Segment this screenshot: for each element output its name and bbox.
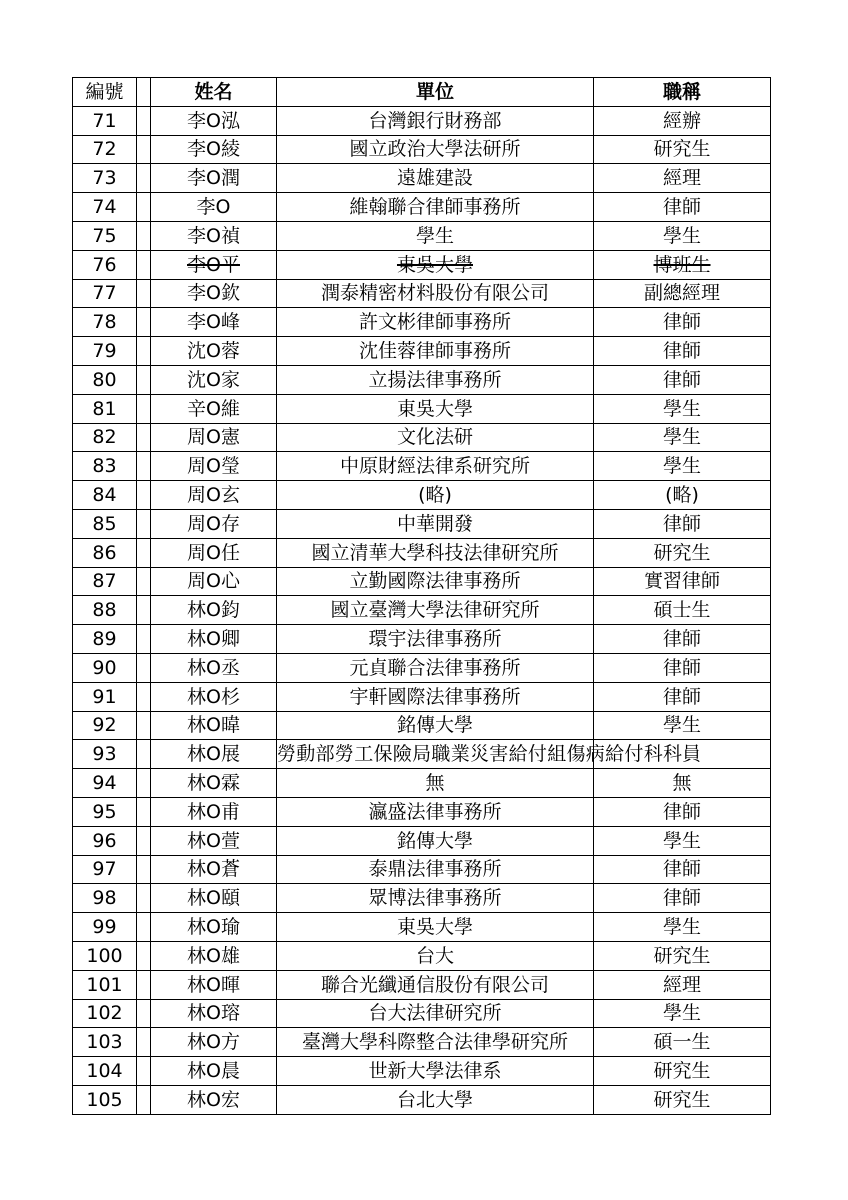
cell-unit: 東吳大學 (277, 913, 594, 942)
cell-unit: 東吳大學 (277, 394, 594, 423)
cell-no: 84 (73, 481, 137, 510)
cell-title: 研究生 (594, 538, 771, 567)
cell-name: 林O雄 (151, 941, 277, 970)
table-row (73, 279, 771, 308)
cell-no: 73 (73, 164, 137, 193)
cell-no: 78 (73, 308, 137, 337)
cell-unit: 立勤國際法律事務所 (277, 567, 594, 596)
cell-unit: 遠雄建設 (277, 164, 594, 193)
cell-no: 91 (73, 682, 137, 711)
cell-no: 77 (73, 279, 137, 308)
cell-title: 學生 (594, 999, 771, 1028)
table-row (73, 423, 771, 452)
table-row (73, 999, 771, 1028)
cell-name: 李O平 (151, 250, 277, 279)
cell-no: 76 (73, 250, 137, 279)
table-row (73, 855, 771, 884)
cell-unit: 宇軒國際法律事務所 (277, 682, 594, 711)
cell-title: 學生 (594, 826, 771, 855)
cell-no: 94 (73, 769, 137, 798)
cell-no: 92 (73, 711, 137, 740)
table-row (73, 740, 771, 769)
cell-title: 碩一生 (594, 1028, 771, 1057)
cell-unit: 泰鼎法律事務所 (277, 855, 594, 884)
cell-no: 104 (73, 1057, 137, 1086)
cell-unit: 東吳大學 (277, 250, 594, 279)
cell-unit: 銘傳大學 (277, 826, 594, 855)
cell-unit: 瀛盛法律事務所 (277, 797, 594, 826)
cell-no: 86 (73, 538, 137, 567)
cell-name: 周O任 (151, 538, 277, 567)
cell-unit: 國立臺灣大學法律研究所 (277, 596, 594, 625)
cell-title: 律師 (594, 653, 771, 682)
cell-title: 律師 (594, 884, 771, 913)
cell-title: 學生 (594, 452, 771, 481)
cell-no: 71 (73, 106, 137, 135)
cell-title: 學生 (594, 394, 771, 423)
cell-title: 律師 (594, 337, 771, 366)
cell-unit: 國立政治大學法研所 (277, 135, 594, 164)
table-row (73, 567, 771, 596)
cell-spacer (137, 970, 151, 999)
cell-title: 律師 (594, 193, 771, 222)
table-row (73, 797, 771, 826)
cell-title: 律師 (594, 855, 771, 884)
cell-name: 林O方 (151, 1028, 277, 1057)
cell-title: 碩士生 (594, 596, 771, 625)
cell-unit: 勞動部勞工保險局職業災害給付組傷病給付科 (277, 740, 594, 769)
table-header-row (73, 78, 771, 107)
cell-no: 82 (73, 423, 137, 452)
table-row (73, 394, 771, 423)
cell-spacer (137, 1085, 151, 1114)
cell-name: 林O丞 (151, 653, 277, 682)
cell-spacer (137, 625, 151, 654)
cell-no: 75 (73, 221, 137, 250)
cell-spacer (137, 308, 151, 337)
table-row (73, 106, 771, 135)
cell-spacer (137, 596, 151, 625)
cell-no: 101 (73, 970, 137, 999)
table-row (73, 365, 771, 394)
cell-unit: 台灣銀行財務部 (277, 106, 594, 135)
cell-title: 律師 (594, 308, 771, 337)
table-row (73, 711, 771, 740)
cell-name: 周O玄 (151, 481, 277, 510)
cell-name: 李O (151, 193, 277, 222)
cell-no: 72 (73, 135, 137, 164)
cell-name: 李O欽 (151, 279, 277, 308)
cell-title: 經理 (594, 164, 771, 193)
cell-name: 李O綾 (151, 135, 277, 164)
cell-no: 81 (73, 394, 137, 423)
cell-spacer (137, 797, 151, 826)
cell-name: 林O晨 (151, 1057, 277, 1086)
cell-unit: 眾博法律事務所 (277, 884, 594, 913)
cell-title: 研究生 (594, 135, 771, 164)
cell-unit: 潤泰精密材料股份有限公司 (277, 279, 594, 308)
cell-no: 98 (73, 884, 137, 913)
cell-no: 102 (73, 999, 137, 1028)
cell-spacer (137, 1057, 151, 1086)
cell-title: 副總經理 (594, 279, 771, 308)
table-row (73, 625, 771, 654)
cell-spacer (137, 423, 151, 452)
table-row (73, 769, 771, 798)
cell-no: 103 (73, 1028, 137, 1057)
header-no: 編號 (73, 78, 137, 107)
cell-spacer (137, 653, 151, 682)
cell-title: 科員 (594, 740, 771, 769)
cell-title: 實習律師 (594, 567, 771, 596)
cell-name: 周O瑩 (151, 452, 277, 481)
cell-spacer (137, 538, 151, 567)
cell-spacer (137, 941, 151, 970)
cell-no: 99 (73, 913, 137, 942)
cell-unit: 許文彬律師事務所 (277, 308, 594, 337)
table-row (73, 164, 771, 193)
table-row (73, 913, 771, 942)
cell-name: 林O頤 (151, 884, 277, 913)
cell-name: 林O瑜 (151, 913, 277, 942)
cell-no: 90 (73, 653, 137, 682)
cell-unit: 國立清華大學科技法律研究所 (277, 538, 594, 567)
table-row (73, 1057, 771, 1086)
cell-spacer (137, 855, 151, 884)
cell-title: 律師 (594, 625, 771, 654)
cell-unit: 台北大學 (277, 1085, 594, 1114)
cell-name: 林O鈞 (151, 596, 277, 625)
table-body (73, 106, 771, 1114)
cell-unit: 銘傳大學 (277, 711, 594, 740)
table-row (73, 941, 771, 970)
cell-spacer (137, 509, 151, 538)
cell-spacer (137, 740, 151, 769)
cell-title: 學生 (594, 221, 771, 250)
cell-unit: 沈佳蓉律師事務所 (277, 337, 594, 366)
cell-name: 林O蒼 (151, 855, 277, 884)
cell-spacer (137, 106, 151, 135)
cell-unit: 聯合光纖通信股份有限公司 (277, 970, 594, 999)
cell-unit: 維翰聯合律師事務所 (277, 193, 594, 222)
table-row (73, 193, 771, 222)
cell-title: 博班生 (594, 250, 771, 279)
table-row (73, 826, 771, 855)
cell-spacer (137, 164, 151, 193)
cell-title: 研究生 (594, 1057, 771, 1086)
cell-no: 89 (73, 625, 137, 654)
cell-name: 辛O維 (151, 394, 277, 423)
table-row (73, 653, 771, 682)
cell-spacer (137, 913, 151, 942)
cell-title: (略) (594, 481, 771, 510)
cell-title: 經理 (594, 970, 771, 999)
header-title: 職稱 (594, 78, 771, 107)
cell-unit: (略) (277, 481, 594, 510)
header-unit: 單位 (277, 78, 594, 107)
cell-title: 律師 (594, 682, 771, 711)
cell-no: 74 (73, 193, 137, 222)
cell-spacer (137, 1028, 151, 1057)
table-row (73, 682, 771, 711)
cell-name: 李O泓 (151, 106, 277, 135)
cell-spacer (137, 365, 151, 394)
cell-no: 87 (73, 567, 137, 596)
cell-spacer (137, 711, 151, 740)
cell-no: 80 (73, 365, 137, 394)
cell-title: 律師 (594, 797, 771, 826)
cell-title: 經辦 (594, 106, 771, 135)
cell-name: 李O潤 (151, 164, 277, 193)
cell-unit: 臺灣大學科際整合法律學研究所 (277, 1028, 594, 1057)
table-row (73, 308, 771, 337)
table-row (73, 1028, 771, 1057)
cell-no: 100 (73, 941, 137, 970)
cell-no: 95 (73, 797, 137, 826)
cell-no: 85 (73, 509, 137, 538)
cell-title: 學生 (594, 711, 771, 740)
header-name: 姓名 (151, 78, 277, 107)
cell-name: 林O卿 (151, 625, 277, 654)
cell-no: 97 (73, 855, 137, 884)
cell-name: 林O瑢 (151, 999, 277, 1028)
cell-spacer (137, 221, 151, 250)
table-row (73, 538, 771, 567)
cell-unit: 台大法律研究所 (277, 999, 594, 1028)
participant-table (72, 77, 771, 1115)
cell-no: 105 (73, 1085, 137, 1114)
cell-spacer (137, 394, 151, 423)
cell-name: 林O萱 (151, 826, 277, 855)
cell-unit: 立揚法律事務所 (277, 365, 594, 394)
cell-name: 沈O蓉 (151, 337, 277, 366)
cell-name: 李O禎 (151, 221, 277, 250)
cell-unit: 中華開發 (277, 509, 594, 538)
cell-spacer (137, 481, 151, 510)
cell-spacer (137, 135, 151, 164)
cell-unit: 無 (277, 769, 594, 798)
cell-unit: 環宇法律事務所 (277, 625, 594, 654)
table-row (73, 1085, 771, 1114)
cell-name: 林O杉 (151, 682, 277, 711)
cell-name: 林O宏 (151, 1085, 277, 1114)
cell-unit: 文化法研 (277, 423, 594, 452)
cell-title: 學生 (594, 423, 771, 452)
cell-unit: 學生 (277, 221, 594, 250)
cell-title: 學生 (594, 913, 771, 942)
cell-spacer (137, 337, 151, 366)
table-row (73, 337, 771, 366)
cell-no: 88 (73, 596, 137, 625)
cell-spacer (137, 769, 151, 798)
table-row (73, 596, 771, 625)
cell-name: 李O峰 (151, 308, 277, 337)
header-spacer (137, 78, 151, 107)
cell-unit: 中原財經法律系研究所 (277, 452, 594, 481)
cell-name: 周O心 (151, 567, 277, 596)
cell-unit: 元貞聯合法律事務所 (277, 653, 594, 682)
table-row (73, 481, 771, 510)
table-row (73, 509, 771, 538)
cell-spacer (137, 999, 151, 1028)
cell-no: 79 (73, 337, 137, 366)
cell-title: 律師 (594, 365, 771, 394)
table-row (73, 221, 771, 250)
cell-unit: 台大 (277, 941, 594, 970)
cell-spacer (137, 193, 151, 222)
cell-title: 研究生 (594, 941, 771, 970)
cell-name: 林O暉 (151, 970, 277, 999)
table-row (73, 970, 771, 999)
cell-no: 96 (73, 826, 137, 855)
cell-name: 林O暐 (151, 711, 277, 740)
cell-name: 沈O家 (151, 365, 277, 394)
cell-spacer (137, 682, 151, 711)
cell-spacer (137, 567, 151, 596)
cell-name: 周O存 (151, 509, 277, 538)
cell-name: 林O霖 (151, 769, 277, 798)
table-row (73, 884, 771, 913)
table-row (73, 452, 771, 481)
table-row (73, 135, 771, 164)
cell-name: 林O展 (151, 740, 277, 769)
cell-title: 研究生 (594, 1085, 771, 1114)
cell-no: 83 (73, 452, 137, 481)
cell-spacer (137, 250, 151, 279)
cell-spacer (137, 279, 151, 308)
cell-no: 93 (73, 740, 137, 769)
cell-title: 律師 (594, 509, 771, 538)
cell-name: 周O憲 (151, 423, 277, 452)
cell-spacer (137, 884, 151, 913)
cell-name: 林O甫 (151, 797, 277, 826)
cell-spacer (137, 826, 151, 855)
cell-spacer (137, 452, 151, 481)
cell-unit: 世新大學法律系 (277, 1057, 594, 1086)
cell-title: 無 (594, 769, 771, 798)
table-row (73, 250, 771, 279)
